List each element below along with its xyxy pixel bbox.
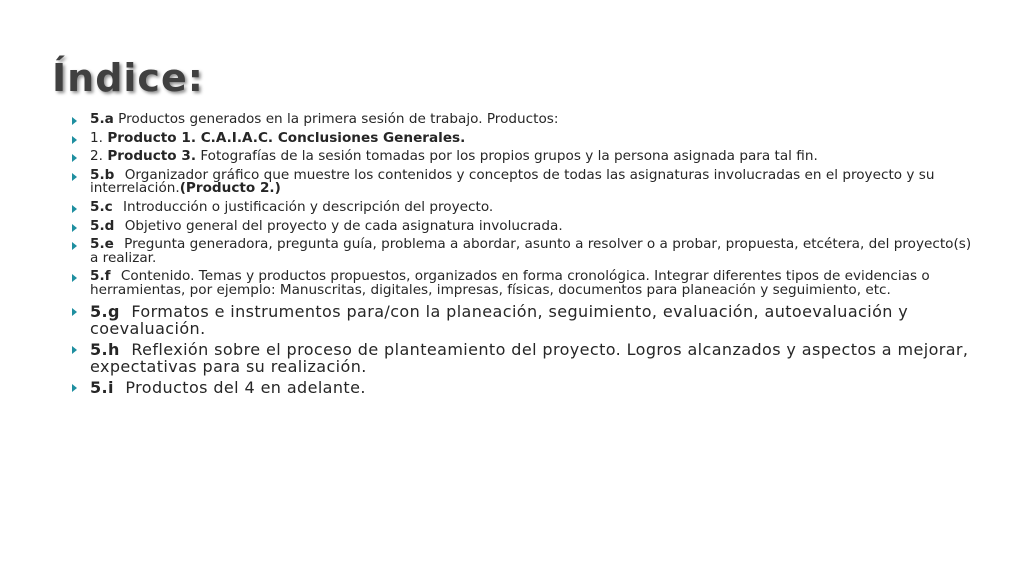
item-text: Introducción o justificación y descripción del proyecto.: [123, 198, 494, 215]
triangle-right-icon: [72, 154, 77, 162]
triangle-right-icon: [72, 242, 77, 250]
item-text: Productos generados en la primera sesión de trabajo. Productos:: [118, 111, 559, 127]
triangle-right-icon: [72, 136, 77, 144]
list-item-5c: [72, 198, 972, 215]
item-code: 5.f: [90, 268, 111, 285]
item-text: Objetivo general del proyecto y de cada asignatura involucrada.: [124, 217, 563, 234]
item-prefix: 1.: [90, 129, 103, 146]
item-prefix: 2.: [90, 148, 103, 165]
item-bold-end: (Producto 2.): [179, 180, 281, 197]
item-bold-text: Producto 3.: [107, 148, 196, 165]
index-list: [72, 113, 972, 400]
triangle-right-icon: [72, 173, 77, 181]
triangle-right-icon: [72, 224, 77, 232]
list-item-5i: [72, 379, 972, 396]
triangle-right-icon: [72, 274, 77, 282]
triangle-right-icon: [72, 346, 77, 354]
item-text: Fotografías de la sesión tomadas por los propios grupos y la persona asignada para tal fin.: [200, 148, 818, 165]
list-item-5b: [72, 166, 972, 197]
list-item-5d: [72, 217, 972, 234]
item-text: Contenido. Temas y productos propuestos, organizados en forma cronológica. Integrar diferentes tipos de evidencias o herramientas, por ejemplo: Manuscritas, digitales, impresas, físicas, documentos para planeación y seguimiento, etc.: [90, 268, 930, 298]
item-code: 5.d: [90, 217, 115, 234]
item-text: Productos del 4 en adelante.: [125, 377, 366, 397]
item-code: 5.e: [90, 236, 114, 253]
item-code: 5.h: [90, 339, 120, 359]
item-text: Reflexión sobre el proceso de planteamiento del proyecto. Logros alcanzados y aspectos a mejorar, expectativas para su realización.: [90, 339, 969, 376]
list-item-5a: [72, 113, 972, 127]
item-code: 5.g: [90, 301, 120, 321]
list-item-producto-1: [72, 129, 972, 146]
item-text: Organizador gráfico que muestre los contenidos y conceptos de todas las asignaturas involucradas en el proyecto y su interrelación.: [90, 166, 935, 197]
slide-title: Índice:: [52, 56, 204, 100]
item-code: 5.a: [90, 111, 114, 127]
list-item-5h: [72, 341, 972, 375]
triangle-right-icon: [72, 205, 77, 213]
item-code: 5.b: [90, 166, 115, 183]
list-item-5g: [72, 303, 972, 337]
item-bold-text: Producto 1. C.A.I.A.C. Conclusiones Generales.: [107, 129, 466, 146]
list-item-5e: [72, 238, 972, 265]
list-item-5f: [72, 270, 972, 297]
item-code: 5.c: [90, 198, 113, 215]
item-text: Formatos e instrumentos para/con la planeación, seguimiento, evaluación, autoevaluación y coevaluación.: [90, 301, 909, 338]
triangle-right-icon: [72, 117, 77, 125]
item-code: 5.i: [90, 377, 114, 397]
triangle-right-icon: [72, 308, 77, 316]
triangle-right-icon: [72, 384, 77, 392]
item-text: Pregunta generadora, pregunta guía, problema a abordar, asunto a resolver o a probar, propuesta, etcétera, del proyecto(s) a realizar.: [90, 236, 972, 266]
list-item-producto-3: [72, 150, 972, 164]
